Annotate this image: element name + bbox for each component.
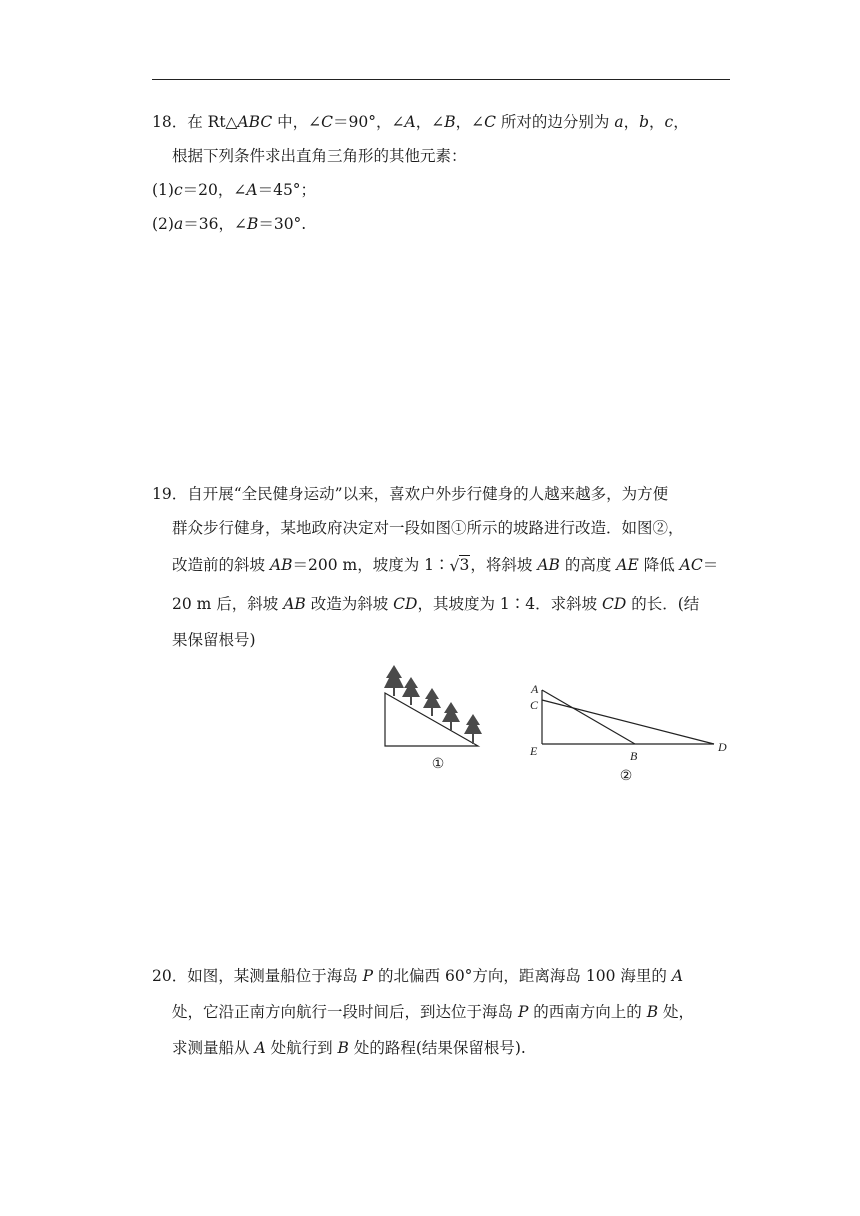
text: ＝45°；	[257, 181, 317, 199]
var: CD	[602, 595, 627, 613]
point-B-label: B	[630, 749, 638, 763]
var: C	[484, 113, 496, 131]
tree-icon	[442, 702, 460, 730]
figure-1-slope-with-trees	[378, 662, 488, 774]
var: c	[173, 181, 183, 199]
text: 自开展“全民健身运动”以来，喜欢户外步行健身的人越来越多，为方便	[187, 485, 669, 503]
radical-sign: √	[449, 557, 460, 575]
point-C-label: C	[530, 698, 539, 712]
text: 改造前的斜坡	[172, 556, 270, 574]
text: (1)	[152, 181, 174, 199]
q18-line-1	[152, 112, 689, 132]
text: ，	[649, 113, 665, 131]
point-E-label: E	[530, 744, 538, 758]
text: ＝90°，∠	[333, 113, 405, 131]
text: 降低	[638, 556, 680, 574]
segment-AB	[542, 690, 635, 744]
text: 的长．(结	[626, 595, 700, 613]
q19-line-1	[152, 484, 668, 504]
text: ，	[623, 113, 640, 131]
text: 处，	[658, 1003, 695, 1021]
var: ABC	[237, 113, 273, 131]
text: ＝200 m，坡度为 1∶	[292, 556, 450, 574]
q19-line-3	[172, 555, 718, 575]
text: 20 m 后，斜坡	[172, 595, 284, 613]
q20-line-3	[172, 1038, 526, 1058]
text: 处，它沿正南方向航行一段时间后，到达位于海岛	[172, 1003, 518, 1021]
var: B	[646, 1003, 659, 1021]
var: B	[246, 215, 259, 233]
text: 中，∠	[272, 113, 322, 131]
text: ＝30°.	[258, 215, 307, 233]
text: 处航行到	[265, 1039, 338, 1057]
tree-icon	[402, 677, 420, 705]
text: 求测量船从	[172, 1039, 255, 1057]
var: P	[362, 967, 374, 985]
text: ，将斜坡	[470, 556, 538, 574]
text: ，∠	[415, 113, 445, 131]
text: 的北偏西 60°方向，距离海岛 100 海里的	[373, 967, 672, 985]
text: ，其坡度为 1∶4．求斜坡	[417, 595, 603, 613]
q19-line-5: 果保留根号)	[172, 631, 256, 649]
q18-part-1	[152, 180, 316, 200]
text: 在 Rt△	[187, 113, 238, 131]
text: ＝36，∠	[183, 215, 247, 233]
text: 的高度	[559, 556, 617, 574]
var: P	[517, 1003, 529, 1021]
question-number: 20．	[152, 967, 188, 985]
var: A	[254, 1039, 266, 1057]
figure-2-label: ②	[619, 769, 633, 784]
var: AB	[269, 556, 293, 574]
var: A	[246, 181, 258, 199]
var: c	[664, 113, 674, 131]
var: AB	[537, 556, 560, 574]
text: 处的路程(结果保留根号).	[348, 1039, 526, 1057]
question-number: 19．	[152, 485, 188, 503]
segment-CD	[542, 700, 714, 744]
tree-icon	[384, 665, 404, 696]
var: B	[337, 1039, 349, 1057]
figure-1-label: ①	[431, 757, 445, 772]
point-D-label: D	[718, 740, 727, 754]
var: CD	[393, 595, 418, 613]
text: 所对的边分别为	[495, 113, 615, 131]
var: AB	[283, 595, 306, 613]
var: a	[614, 113, 624, 131]
var: AE	[616, 556, 639, 574]
trees	[384, 665, 482, 744]
q18-part-2	[152, 214, 306, 234]
q18-line-2: 根据下列条件求出直角三角形的其他元素：	[172, 147, 467, 165]
var: A	[404, 113, 416, 131]
text: 改造为斜坡	[305, 595, 394, 613]
radicand: 3	[459, 556, 470, 574]
text: ＝20，∠	[182, 181, 247, 199]
q19-line-4	[172, 594, 699, 614]
q19-line-2: 群众步行健身，某地政府决定对一段如图①所示的坡路进行改造．如图②，	[172, 519, 684, 537]
var: a	[173, 215, 184, 233]
tree-icon	[423, 688, 441, 716]
text: 如图，某测量船位于海岛	[187, 967, 363, 985]
sqrt-3	[450, 555, 471, 575]
text: 的西南方向上的	[528, 1003, 647, 1021]
text: ＝	[702, 556, 719, 574]
question-number: 18．	[152, 113, 188, 131]
var: A	[671, 967, 684, 985]
var: C	[321, 113, 334, 131]
text: ，∠	[455, 113, 485, 131]
text: ，	[673, 113, 689, 131]
var: B	[444, 113, 456, 131]
figure-2-geometry	[522, 676, 732, 786]
var: b	[639, 113, 650, 131]
point-A-label: A	[531, 682, 539, 696]
q20-line-2	[172, 1002, 694, 1022]
q20-line-1	[152, 966, 683, 986]
var: AC	[679, 556, 703, 574]
header-rule	[152, 79, 730, 80]
text: (2)	[152, 215, 174, 233]
